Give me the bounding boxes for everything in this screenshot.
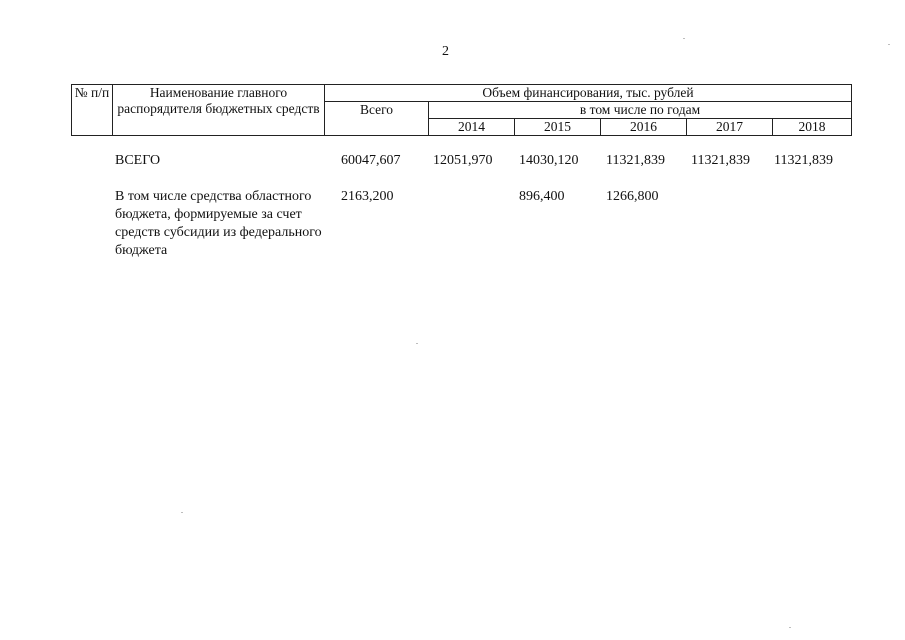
scan-artifact	[888, 44, 890, 45]
header-year-2016: 2016	[601, 119, 687, 136]
row-2016-value: 1266,800	[606, 189, 659, 204]
header-by-years: в том числе по годам	[429, 102, 852, 119]
row-2015-value: 896,400	[519, 189, 565, 204]
row-2014-value: 12051,970	[433, 153, 493, 168]
funding-table-header	[71, 84, 852, 136]
row-2018-value: 11321,839	[774, 153, 833, 168]
row-total-value: 60047,607	[341, 153, 401, 168]
row-total-value: 2163,200	[341, 189, 394, 204]
header-year-2018: 2018	[773, 119, 852, 136]
scan-artifact	[416, 343, 418, 344]
header-funding: Объем финансирования, тыс. рублей	[325, 85, 852, 102]
header-year-2014: 2014	[429, 119, 515, 136]
header-year-2017: 2017	[687, 119, 773, 136]
row-name: ВСЕГО	[115, 153, 161, 168]
scan-artifact	[181, 512, 183, 513]
row-2017-value: 11321,839	[691, 153, 750, 168]
header-name: Наименование главного распорядителя бюджетных средств	[113, 85, 325, 136]
row-2015-value: 14030,120	[519, 153, 579, 168]
row-2016-value: 11321,839	[606, 153, 665, 168]
header-total: Всего	[325, 102, 429, 136]
scan-artifact	[789, 627, 791, 628]
header-year-2015: 2015	[515, 119, 601, 136]
page-number: 2	[442, 44, 449, 59]
header-num: № п/п	[72, 85, 113, 136]
scan-artifact	[683, 38, 685, 39]
row-name: В том числе средства областного бюджета, формируемые за счет средств субсидии из федерального бюджета	[115, 189, 322, 258]
